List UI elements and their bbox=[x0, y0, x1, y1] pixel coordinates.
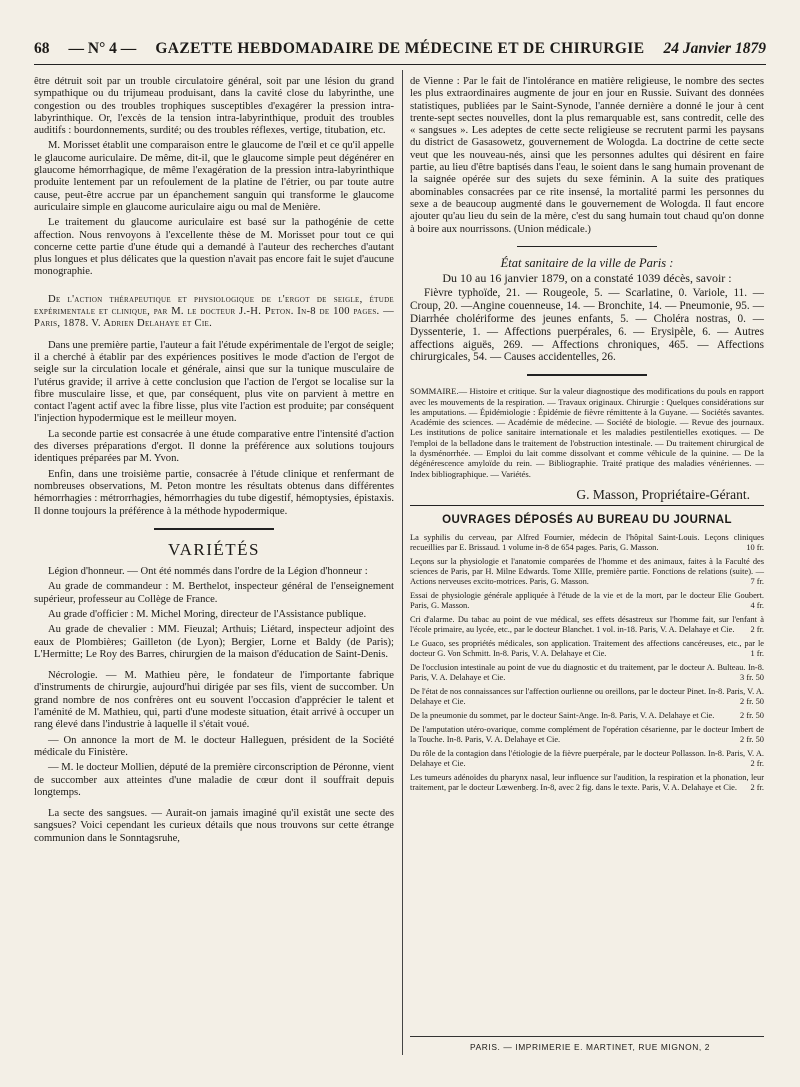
printer-rule bbox=[410, 1036, 764, 1037]
book-price: 2 fr. bbox=[750, 758, 764, 768]
necrology-paragraph: Nécrologie. — M. Mathieu père, le fondateur de l'importante fabrique d'instruments de chirurgie, aujourd'hui dirigée par ses fils, vient de succomber. Un grand nombre de nos confrères ont eu souvent l'occasion d'apprécier le talent et l'aménité de M. Mathieu, qui, parti d'une modeste situation, était arrivé à occuper un rang élevé dans l'industrie à laquelle il s'était voué. bbox=[34, 670, 394, 731]
paragraph: être détruit soit par un trouble circulatoire général, soit par une lésion du grand sympathique ou du trijumeau produisant, dans la cavité close du labyrinthe, une congestion ou des troubles trophiques susceptibles d'exagérer la pression intra-labyrinthique. Or, l'excès de la tension intra-labyrinthique, produit des troubles auditifs : bourdonnements, surdité; ou des troubles réflexes, vertige, titubation, etc. bbox=[34, 76, 394, 137]
book-entry bbox=[410, 557, 764, 587]
column-divider bbox=[402, 70, 403, 1055]
section-separator bbox=[527, 374, 647, 376]
secte-paragraph: La secte des sangsues. — Aurait-on jamais imaginé qu'il existât une secte des sangsues? Voici cependant les curieux détails que nous trouvons sur cette étrange communion dans le Sonntagsruhe, bbox=[34, 808, 394, 844]
book-review-title: De l'action thérapeutique et physiologique de l'ergot de seigle, étude expérimentale et clinique, par M. le docteur J.-H. Peton. In-8 de 100 pages. — Paris, 1878. V. Adrien Delahaye et Cie. bbox=[34, 293, 394, 330]
book-entry bbox=[410, 687, 764, 707]
book-text: De l'amputation utéro-ovarique, comme complément de l'opération césarienne, par le docteur Imbert de la Touche. In-8. Paris, V. A. Delahaye et Cie. bbox=[410, 724, 764, 744]
book-text: Les tumeurs adénoïdes du pharynx nasal, leur influence sur l'audition, la respiration et la phonation, leur traitement, par le docteur Lœwenberg. In-8, avec 2 fig. dans le texte. Paris, V. A. Delahaye et Cie. bbox=[410, 772, 764, 792]
book-price: 10 fr. bbox=[746, 542, 764, 552]
page-number: 68 bbox=[34, 40, 50, 57]
paragraph: M. Morisset établit une comparaison entre le glaucome de l'œil et ce qu'il appelle le glaucome auriculaire. De même, dit-il, que le glaucome simple peut dégénérer en glaucome hémorrhagique, de même l'exagération de la pression intra-labyrinthique produite lentement par un refoulement de la platine de l'étrier, ou par toute autre cause, peut-être accrue par un épanchement sanguin qui transforme le glaucome auriculaire simple en glaucome auriculaire aigu ou mal de Menière. bbox=[34, 140, 394, 213]
book-price: 2 fr. 50 bbox=[740, 734, 764, 744]
issue-number: — N° 4 — bbox=[68, 40, 137, 57]
etat-sanitaire-title: État sanitaire de la ville de Paris : bbox=[500, 255, 674, 270]
left-column bbox=[34, 76, 394, 848]
section-rule bbox=[410, 505, 764, 506]
book-text: De l'état de nos connaissances sur l'affection ourlienne ou oreillons, par le docteur Pinet. In-8. Paris, V. A. Delahaye et Cie. bbox=[410, 686, 764, 706]
book-price: 2 fr. bbox=[750, 624, 764, 634]
book-entry bbox=[410, 639, 764, 659]
section-separator bbox=[517, 246, 657, 247]
book-text: Le Guaco, ses propriétés médicales, son application. Traitement des affections cancéreuses, etc., par le docteur G. Von Schmitt. In-8. Paris, V. A. Delahaye et Cie. bbox=[410, 638, 764, 658]
legion-paragraph: Légion d'honneur. — Ont été nommés dans l'ordre de la Légion d'honneur : bbox=[48, 566, 368, 578]
right-column bbox=[410, 76, 764, 797]
book-price: 7 fr. bbox=[750, 576, 764, 586]
ouvrages-title: OUVRAGES DÉPOSÉS AU BUREAU DU JOURNAL bbox=[442, 514, 732, 527]
issue-date: 24 Janvier 1879 bbox=[663, 40, 766, 57]
book-text: Cri d'alarme. Du tabac au point de vue médical, ses effets désastreux sur l'homme fait, sur l'enfant à l'école primaire, au lycée, etc., par le docteur Blanchet. 1 vol. in-18. Paris, V. A. Delahaye et Cie. bbox=[410, 614, 764, 634]
paragraph: Le traitement du glaucome auriculaire est basé sur la pathogénie de cette affection. Nous renvoyons à l'excellente thèse de M. Morisset pour tout ce qui concerne cette partie d'une étude qui a demandé à l'auteur des recherches d'autant plus longues et plus délicates que la question n'avait pas encore fait le sujet d'aucune monographie. bbox=[34, 217, 394, 278]
book-entry bbox=[410, 711, 764, 721]
book-price: 2 fr. 50 bbox=[740, 710, 764, 720]
paragraph: La seconde partie est consacrée à une étude comparative entre l'intensité d'action des diverses préparations d'ergot. Il donne la préférence aux solutions toujours identiques préparées par M. Yvon. bbox=[34, 428, 394, 465]
page-header bbox=[34, 38, 766, 60]
book-entry bbox=[410, 591, 764, 611]
book-text: Leçons sur la physiologie et l'anatomie comparées de l'homme et des animaux, faites à la Faculté des sciences de Paris, par H. Milne Edwards. Tome XIIIe, première partie. Fonctions de relations (suite). — Actions nerveuses excito-motrices. Paris, G. Masson. bbox=[410, 556, 764, 586]
book-price: 4 fr. bbox=[750, 600, 764, 610]
necrology-paragraph: — M. le docteur Mollien, député de la première circonscription de Péronne, vient de succomber aux atteintes d'une maladie de cœur dont il souffrait depuis longtemps. bbox=[34, 762, 394, 798]
book-entry bbox=[410, 725, 764, 745]
book-text: De la pneumonie du sommet, par le docteur Saint-Ange. In-8. Paris, V. A. Delahaye et Cie. bbox=[410, 710, 715, 720]
officier-paragraph: Au grade d'officier : M. Michel Moring, directeur de l'Assistance publique. bbox=[48, 608, 367, 620]
book-price: 2 fr. 50 bbox=[740, 696, 764, 706]
paragraph: de Vienne : Par le fait de l'intolérance en matière religieuse, le nombre des sectes les plus extraordinaires augmente de jour en jour en Russie. Suivant des données statistiques, publiées par le Saint-Synode, l'année dernière a donné le jour à cent trente-sept sectes nouvelles, dont la plus remarquable est, sans contredit, celle des « sangsues ». Les adeptes de cette secte religieuse se recrutent parmi les paysans du district de Gasasowetz, gouvernement de Wologda. La doctrine de cette secte veut que les nouveau-nés, ainsi que les personnes adultes qui désirent en faire partie, au lieu d'être baptisés dans l'eau, le soient dans le sang humain provenant de la saignée opérée sur des sujets du sexe féminin. A la suite des pratiques abominables consacrées par ce rite insensé, la mortalité parmi les personnes du sexe a de beaucoup augmenté dans le gouvernement de Wologda. Il faut encore ajouter qu'au lieu du sein de la mère, c'est du sang humain tout chaud qu'on donne à boire aux nourrissons. (Union médicale.) bbox=[410, 76, 764, 235]
sommaire: SOMMAIRE.— Histoire et critique. Sur la valeur diagnostique des modifications du pouls en rapport avec les mouvements de la respiration. — Travaux originaux. Chirurgie : Quelques considérations sur les amputations. — Épidémiologie : Épidémie de fièvre rémittente à la Guyane. — Sociétés savantes. Académie des sciences. — Académie de médecine. — Société de biologie. — Revue des journaux. Les institutions de police sanitaire internationale et les maladies pestilentielles exotiques. — De l'emploi de la belladone dans le traitement de l'obstruction intestinale. — Du traitement chirurgical de la dysménorrhée. — Emploi du lait comme dissolvant et comme véhicule de la quinine. — De la dégénérescence amyloïde du rein. — Bibliographie. Traité pratique des maladies vénériennes. — Index bibliographique. — Variétés. bbox=[410, 386, 764, 479]
book-text: La syphilis du cerveau, par Alfred Fournier, médecin de l'hôpital Saint-Louis. Leçons cliniques recueillies par E. Brissaud. 1 volume in-8 de 654 pages. Paris, G. Masson. bbox=[410, 532, 764, 552]
book-entry bbox=[410, 615, 764, 635]
journal-title: GAZETTE HEBDOMADAIRE DE MÉDECINE ET DE CHIRURGIE bbox=[155, 40, 645, 57]
book-text: Du rôle de la contagion dans l'étiologie de la fièvre puerpérale, par le docteur Pollasson. In-8. Paris, V. A. Delahaye et Cie. bbox=[410, 748, 764, 768]
etat-sanitaire-body: Fièvre typhoïde, 21. — Rougeole, 5. — Scarlatine, 0. Variole, 11. — Croup, 20. —Angine couenneuse, 14. — Bronchite, 14. — Pneumonie, 95. — Diarrhée cholériforme des jeunes enfants, 5. — Choléra nostras, 0. — Dyssenterie, 1. — Affections puerpérales, 6. — Erysipèle, 6. — Autres affections aiguës, 269. — Affections chroniques, 465. — Affections chirurgicales, 54. — Causes accidentelles, 26. bbox=[410, 287, 764, 364]
header-rule bbox=[34, 64, 766, 65]
paragraph: Dans une première partie, l'auteur a fait l'étude expérimentale de l'ergot de seigle; il a cherché à établir par des expériences positives le mode d'action de l'ergot de seigle sur la circulation locale et générale, ainsi que sur la tunique musculaire de l'utérus gravide; il arrive à cette conclusion que l'action de l'ergot se localise sur la fibre musculaire lisse, et que, par conséquent, plus vite on parvient à mettre en contact l'agent actif avec la fibre lisse, plus vite l'action est produite; par conséquent l'injection hypodermique est le meilleur moyen. bbox=[34, 339, 394, 425]
book-price: 2 fr. bbox=[750, 782, 764, 792]
book-text: Essai de physiologie générale appliquée à l'étude de la vie et de la mort, par le docteur Elie Goubert. Paris, G. Masson. bbox=[410, 590, 764, 610]
book-price: 1 fr. bbox=[750, 648, 764, 658]
chevalier-paragraph: Au grade de chevalier : MM. Fieuzal; Arthuis; Liétard, inspecteur adjoint des eaux de Plombières; Gailleton (de Lyon); Bergier, Lorne et Baldy (de Paris); L'Hermitte; Le Roy des Barres, chirurgien de la maison d'éducation de Saint-Denis. bbox=[34, 624, 394, 660]
book-text: De l'occlusion intestinale au point de vue du diagnostic et du traitement, par le docteur A. Bulteau. In-8. Paris, V. A. Delahaye et Cie. bbox=[410, 662, 764, 682]
paragraph: Enfin, dans une troisième partie, consacrée à l'étude clinique et renfermant de nombreuses observations, M. Peton montre les résultats obtenus dans différentes hémorrhagies : métrorrhagies, hémorrhagies du tube digestif, hémoptysies, épistaxis. Il donne toujours la préférence à la méthode hypodermique. bbox=[34, 468, 394, 517]
book-price: 3 fr. 50 bbox=[740, 672, 764, 682]
etat-sanitaire-subtitle: Du 10 au 16 janvier 1879, on a constaté 1039 décès, savoir : bbox=[442, 271, 732, 286]
printer-line: PARIS. — IMPRIMERIE E. MARTINET, RUE MIGNON, 2 bbox=[470, 1042, 710, 1052]
book-list bbox=[410, 533, 764, 793]
book-entry bbox=[410, 533, 764, 553]
section-separator bbox=[154, 528, 274, 530]
section-heading-varietes: VARIÉTÉS bbox=[168, 539, 260, 559]
commandeur-paragraph: Au grade de commandeur : M. Berthelot, inspecteur général de l'enseignement supérieur, professeur au Collège de France. bbox=[34, 581, 394, 605]
necrology-paragraph: — On annonce la mort de M. le docteur Halleguen, président de la Société médicale du Finistère. bbox=[34, 734, 394, 758]
book-entry bbox=[410, 773, 764, 793]
book-entry bbox=[410, 749, 764, 769]
signature: G. Masson, Propriétaire-Gérant. bbox=[576, 486, 750, 502]
book-entry bbox=[410, 663, 764, 683]
